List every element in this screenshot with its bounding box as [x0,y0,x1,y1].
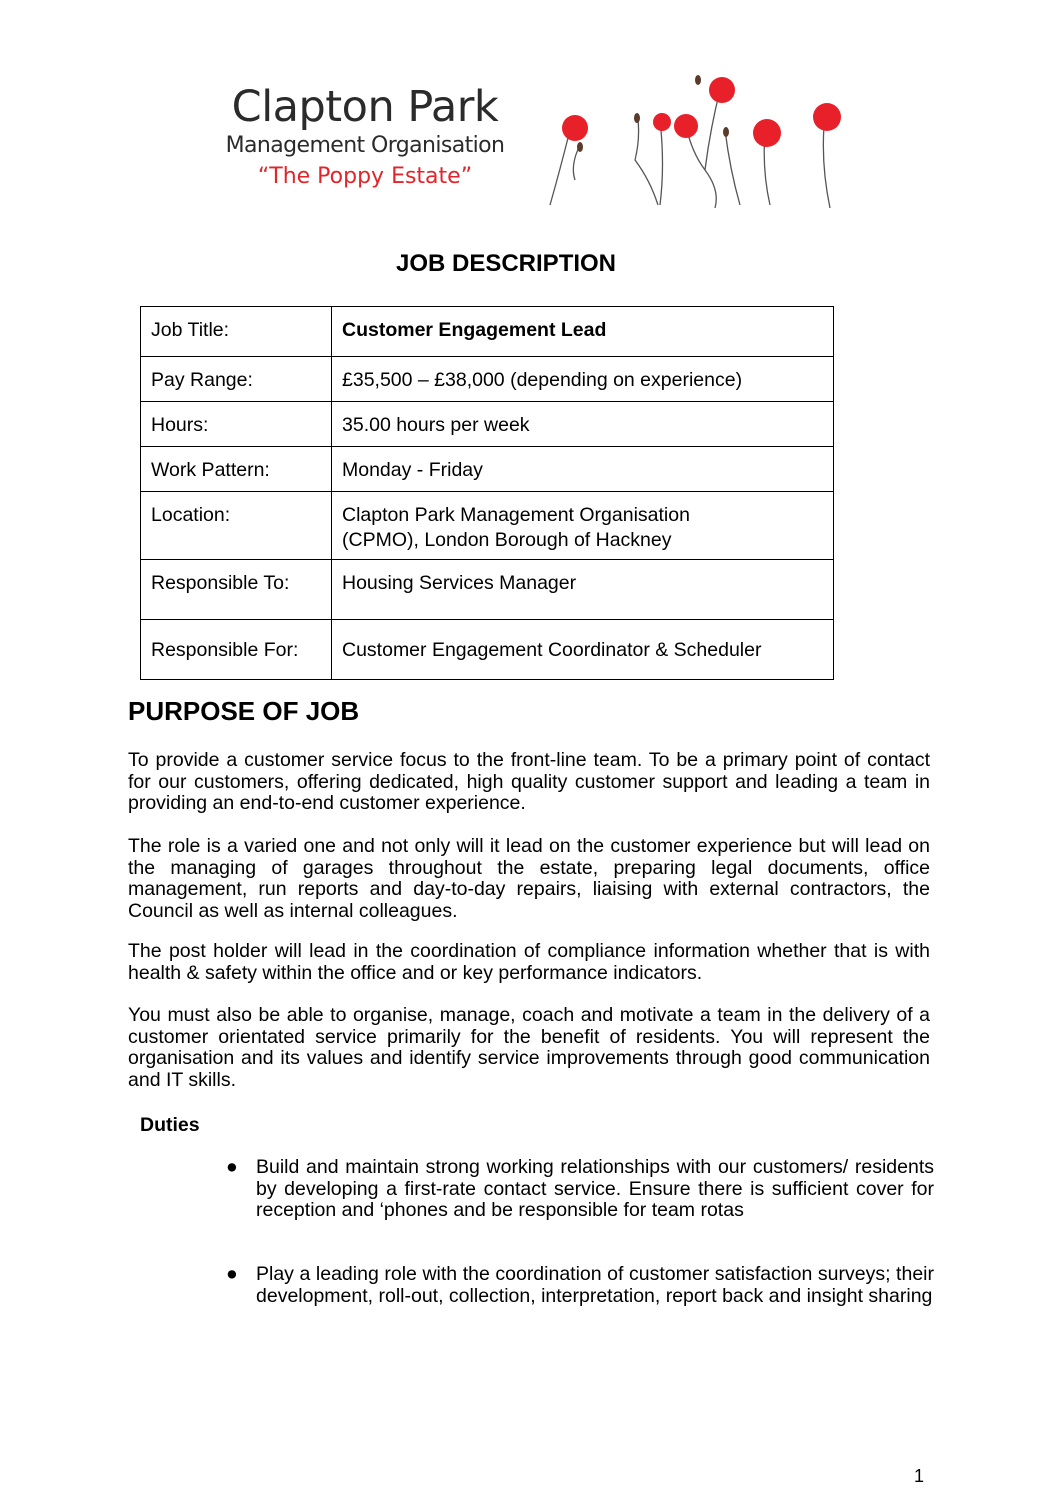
purpose-paragraph-1: To provide a customer service focus to the front-line team. To be a primary point of contact for our customers, offering dedicated, high quality customer support and leading a team in providing an end-to-end customer experience. [128,749,930,814]
row-value: £35,500 – £38,000 (depending on experience) [332,357,834,402]
bullet-icon: ● [226,1263,238,1285]
logo [205,82,525,194]
row-label: Hours: [141,402,332,447]
row-label: Job Title: [141,307,332,357]
table-row [141,357,834,402]
row-value: Customer Engagement Coordinator & Scheduler [332,620,834,680]
table-row [141,560,834,620]
poppy-flowers-illustration [540,70,860,210]
row-label: Responsible For: [141,620,332,680]
purpose-paragraph-2: The role is a varied one and not only will it lead on the customer experience but will lead on the managing of garages throughout the estate, preparing legal documents, office management, run reports and day-to-day repairs, liaising with external contractors, the Council as well as internal colleagues. [128,835,930,922]
duty-text: Play a leading role with the coordination of customer satisfaction surveys; their development, roll-out, collection, interpretation, report back and insight sharing [256,1263,934,1307]
table-row [141,620,834,680]
bullet-icon: ● [226,1156,238,1178]
logo-subtitle: Management Organisation [225,133,505,158]
row-value: Customer Engagement Lead [332,307,834,357]
logo-name: Clapton Park [231,82,499,132]
poppy-1 [562,115,588,141]
row-label: Location: [141,492,332,560]
page-number: 1 [914,1466,925,1486]
poppy-3 [709,77,735,103]
purpose-heading: PURPOSE OF JOB [128,696,360,726]
row-label: Work Pattern: [141,447,332,492]
purpose-paragraph-4: You must also be able to organise, manage, coach and motivate a team in the delivery of a customer orientated service primarily for the benefit of residents. You will represent the organisation and its values and identify service improvements through good communication and IT skills. [128,1004,930,1091]
poppy-2 [674,114,698,138]
document-title: JOB DESCRIPTION [395,250,617,277]
row-label: Pay Range: [141,357,332,402]
row-value: 35.00 hours per week [332,402,834,447]
poppy-6 [653,113,671,131]
row-value: Housing Services Manager [332,560,834,620]
row-value: Clapton Park Management Organisation (CPMO), London Borough of Hackney [332,492,834,560]
row-label: Responsible To: [141,560,332,620]
row-value: Monday - Friday [332,447,834,492]
logo-tagline: “The Poppy Estate” [257,164,473,189]
duties-heading: Duties [140,1114,200,1136]
table-row [141,307,834,357]
duty-text: Build and maintain strong working relationships with our customers/ residents by developing a first-rate contact service. Ensure there is sufficient cover for reception and ‘phones and be responsible for team rotas [256,1156,934,1221]
list-item [226,1264,934,1307]
table-row [141,402,834,447]
table-row [141,447,834,492]
poppy-5 [813,103,841,131]
purpose-paragraph-3: The post holder will lead in the coordination of compliance information whether that is with health & safety within the office and or key performance indicators. [128,940,930,984]
list-item [226,1157,934,1222]
table-row [141,492,834,560]
job-info-table [140,306,834,680]
poppy-4 [753,119,781,147]
